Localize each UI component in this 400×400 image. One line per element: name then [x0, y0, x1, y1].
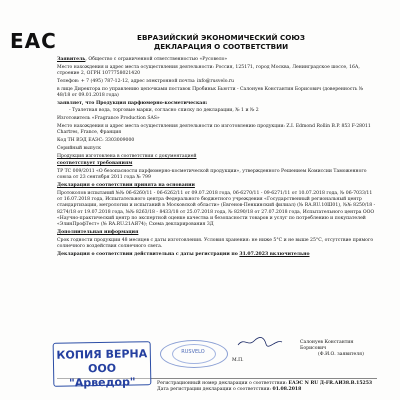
validity-statement: [57, 252, 377, 258]
applicant-address: Место нахождения и адрес места осуществления деятельности: Россия, 125171, город Москва, Ленинградское шоссе, 16А, строение 2, ОГРН 1077758021420: [57, 64, 360, 76]
manufacturer-address: Место нахождения и адрес места осуществления деятельности по изготовлению продукции: Z.I. Edmond Rollin B.P. 853 F-28011 Chartres, France, Франция: [57, 123, 371, 136]
stamp-copy-text: КОПИЯ ВЕРНА: [56, 347, 148, 362]
registration-number-value: ЕАЭС N RU Д-FR.АИ38.В.15253: [288, 381, 373, 386]
signatory-caption: (Ф.И.О. заявителя): [318, 352, 364, 357]
document-header: [76, 33, 366, 51]
shelf-life-info: Срок годности продукции 48 месяцев с даты изготовления. Условия хранения: не ниже 5°С и не выше 25°С, отсутствие прямого солнечного воздействия солнечного света.: [57, 237, 374, 249]
certified-copy-stamp: [53, 341, 152, 390]
header-union-title: ЕВРАЗИЙСКИЙ ЭКОНОМИЧЕСКИЙ СОЮЗ: [137, 33, 305, 42]
product-description: - Туалетная вода, торговые марки, согласно списку по декларации, № 1 и № 2: [69, 108, 259, 114]
signatory-name: Салонуев Константин Борисович: [300, 340, 354, 351]
requirements-label: соответствует требованиям: [57, 161, 133, 167]
registration-number-label: Регистрационный номер декларации о соответствии:: [157, 381, 289, 386]
production-type: Серийный выпуск: [57, 145, 101, 151]
test-protocols: Протоколов испытаний №№ 06-6260/11 - 06-6262/11 от 09.07.2018 года, 06-6270/11 - 09-6271/11 от 10.07.2018 года, № 06-7033/11 от 16.07.2018 года, Испытательного центра Федерального бюджетного учреждения «Государственный региональный центр стандартизации, метрологии и испытаний в Московской области» (Евгенов-Пенкинский филиал) (№ RA.RU.10Ш01), №№ 8250/18 - 8274/18 от 19.07.2018 года, №№ 8263/18 - 8433/18 от 25.07.2018 года, № 8290/18 от 27.07.2018 года, Испытательного центра ООО «Научно-практический центр по экспертной оценке качества и безопасности товаров и услуг по потреблению и покупателей «ЭлинПрофТест» (№ RA.RU.21АЯ74); Схема декларирования 3Д: [57, 190, 376, 227]
declares-statement: заявляет, что Продукция парфюмерно-косметическая:: [57, 100, 208, 106]
applicant-representative: в лице Директора по управлению цепочками поставок Пробиньк Бьютти - Салонуев Константин Борисович (доверенность № 48/18 от 09.01.2018 года): [57, 86, 364, 98]
seal-caption: М.П.: [232, 358, 244, 363]
validity-text: Декларация о соответствии действительна с даты регистрации по: [57, 251, 240, 257]
header-declaration-title: ДЕКЛАРАЦИЯ О СООТВЕТСТВИИ: [153, 42, 289, 51]
documentation-label: Продукция изготовлена в соответствии с документацией: [57, 153, 197, 159]
signature-block: [212, 340, 372, 364]
manufacturer: Изготовитель «Fragrance Production SAS»: [57, 116, 160, 122]
validity-date: 31.07.2023 включительно: [239, 251, 310, 257]
company-seal-text: RUSVELO: [181, 349, 205, 355]
basis-label: Декларация о соответствии принята на основании: [57, 183, 195, 189]
stamp-company-text: ООО "Арведор": [68, 361, 136, 390]
eac-logo: EAC: [10, 29, 57, 53]
applicant-label: Заявитель: [57, 57, 86, 62]
declaration-body: [57, 57, 377, 259]
registration-date-value: 01.08.2018: [272, 387, 302, 392]
customs-code: Код ТН ВЭД ЕАЭС: 3303009000: [57, 137, 135, 143]
applicant-contacts: Телефон: + 7 (495) 787-12-12, адрес электронной почты: info@rusvelo.ru: [57, 78, 234, 84]
additional-info-label: Дополнительная информация: [57, 229, 139, 235]
technical-regulation: ТР ТС 009/2011 «О безопасности парфюмерно-косметической продукции», утвержденного Решением Комиссии Таможенного союза от 23 сентября 2011 года № 799: [57, 169, 367, 181]
applicant-paragraph: [57, 57, 377, 63]
registration-date-label: Дата регистрации декларации о соответствии:: [157, 387, 273, 392]
applicant-name: , Общество с ограниченной ответственностью «Русовело»: [85, 57, 228, 62]
